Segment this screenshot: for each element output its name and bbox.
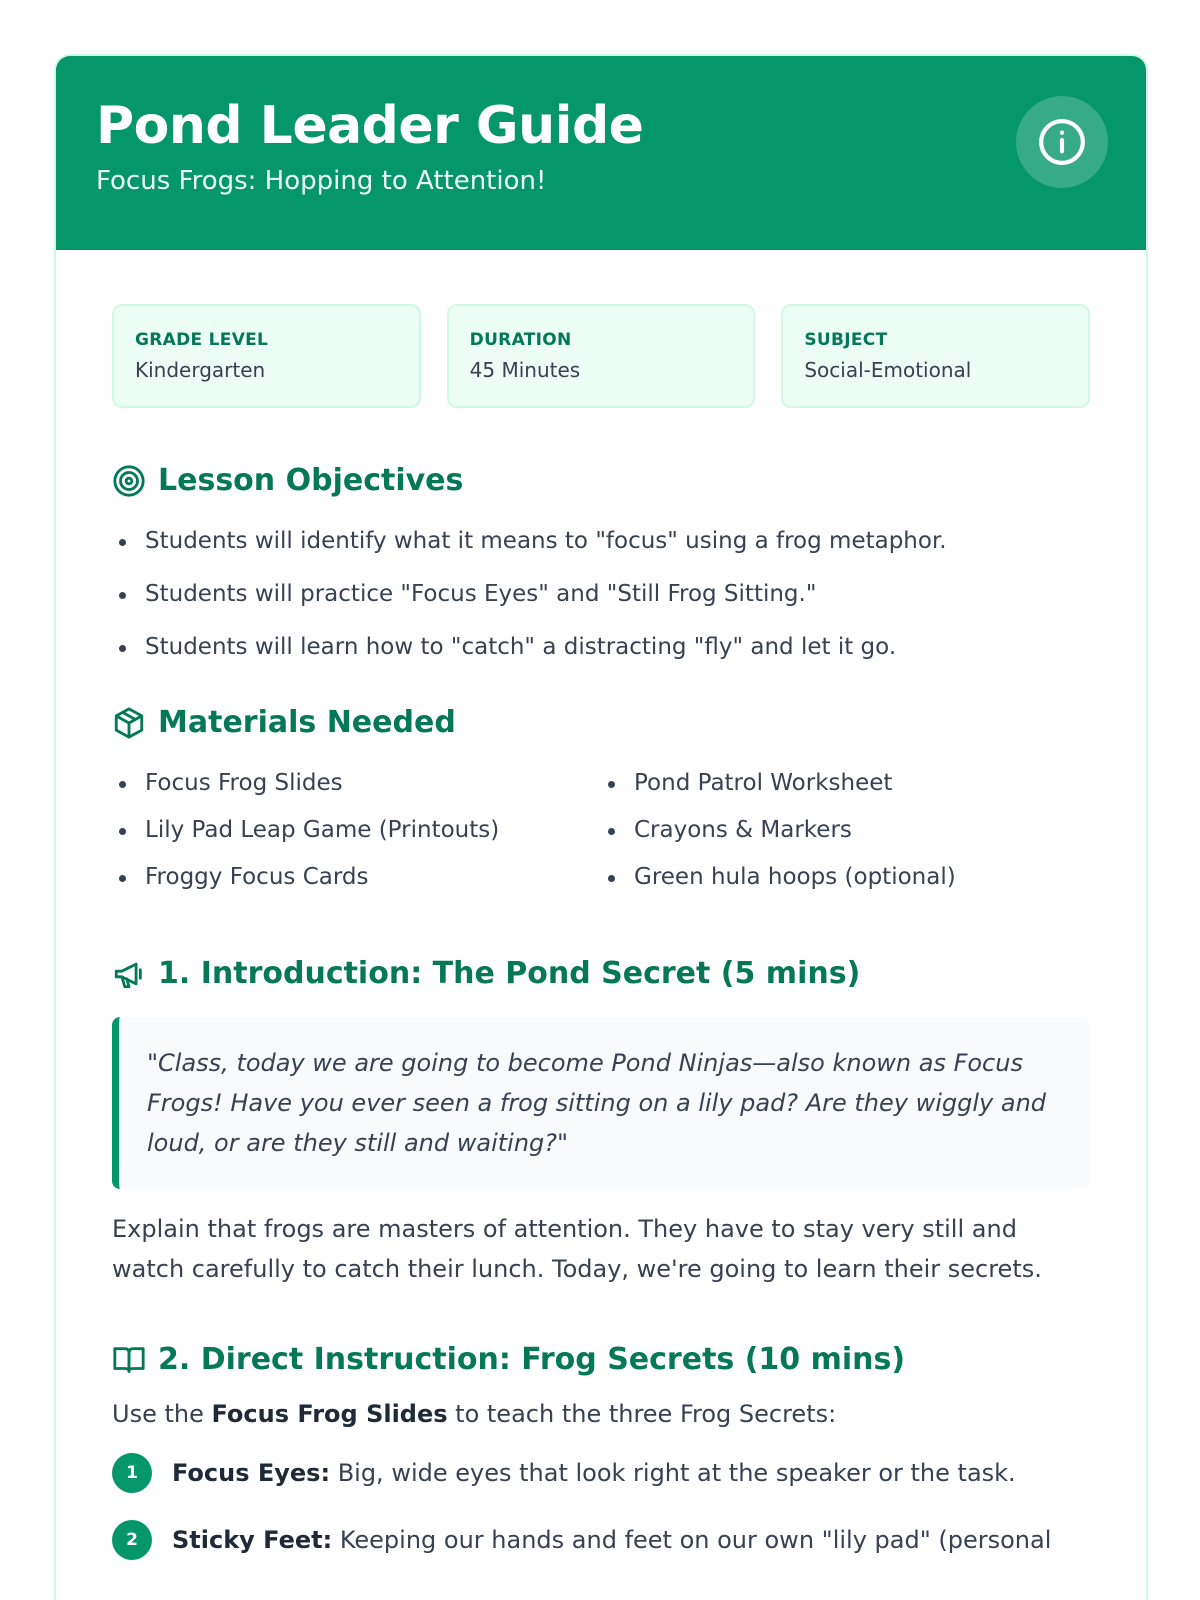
materials-column-left [112,768,601,909]
instruction-heading [112,1341,1090,1379]
lead-text: to teach the three Frog Secrets: [447,1400,837,1428]
step-name: Focus Eyes: [172,1459,331,1487]
list-item: Students will practice "Focus Eyes" and "Still Frog Sitting." [112,579,1090,609]
step-description: Keeping our hands and feet on our own "lily pad" (personal [332,1526,1052,1554]
lesson-meta [112,304,1090,408]
list-item: Lily Pad Leap Game (Printouts) [112,815,601,845]
step-number-badge: 2 [112,1520,152,1560]
book-icon [112,1343,146,1377]
meta-subject [781,304,1090,408]
introduction-title: 1. Introduction: The Pond Secret (5 mins) [158,956,861,991]
materials-heading [112,704,1090,742]
instruction-lead [112,1399,1090,1429]
objectives-list [112,526,1090,662]
step-number-badge: 1 [112,1453,152,1493]
page-subtitle: Focus Frogs: Hopping to Attention! [96,166,547,196]
meta-value: Social-Emotional [804,358,972,382]
lesson-guide-card [54,54,1148,1600]
meta-label: GRADE LEVEL [135,330,269,350]
list-item [112,1520,1090,1560]
meta-value: Kindergarten [135,358,266,382]
materials-list [112,768,1090,909]
meta-label: SUBJECT [804,330,888,350]
package-icon [112,706,146,740]
instruction-title: 2. Direct Instruction: Frog Secrets (10 mins) [158,1342,906,1377]
step-text [172,1458,1016,1488]
info-icon [1037,117,1087,167]
meta-label: DURATION [469,330,572,350]
step-name: Sticky Feet: [172,1526,333,1554]
megaphone-icon [112,957,146,991]
list-item: Froggy Focus Cards [112,862,601,892]
teacher-script-quote: "Class, today we are going to become Pond Ninjas—also known as Focus Frogs! Have you ever seen a frog sitting on a lily pad? Are they wiggly and loud, or are they still and waiting?" [112,1017,1090,1189]
guide-header [56,56,1146,250]
info-button[interactable] [1016,96,1108,188]
step-text [172,1525,1051,1555]
list-item [112,1453,1090,1493]
lead-bold-text: Focus Frog Slides [211,1400,448,1428]
meta-duration [447,304,756,408]
list-item: Students will identify what it means to "focus" using a frog metaphor. [112,526,1090,556]
materials-title: Materials Needed [158,705,456,740]
frog-secrets-list [112,1453,1090,1560]
lead-text: Use the [112,1400,212,1428]
objectives-title: Lesson Objectives [158,463,464,498]
introduction-heading [112,955,1090,993]
list-item: Green hula hoops (optional) [601,862,1090,892]
page-title: Pond Leader Guide [96,96,644,156]
list-item: Students will learn how to "catch" a distracting "fly" and let it go. [112,632,1090,662]
list-item: Focus Frog Slides [112,768,601,798]
step-description: Big, wide eyes that look right at the speaker or the task. [330,1459,1016,1487]
objectives-heading [112,462,1090,500]
meta-grade-level [112,304,421,408]
list-item: Crayons & Markers [601,815,1090,845]
materials-column-right [601,768,1090,909]
introduction-text: Explain that frogs are masters of attention. They have to stay very still and watch carefully to catch their lunch. Today, we're going to learn their secrets. [112,1215,1042,1283]
meta-value: 45 Minutes [469,358,581,382]
guide-body [56,250,1146,1560]
target-icon [112,464,146,498]
list-item: Pond Patrol Worksheet [601,768,1090,798]
